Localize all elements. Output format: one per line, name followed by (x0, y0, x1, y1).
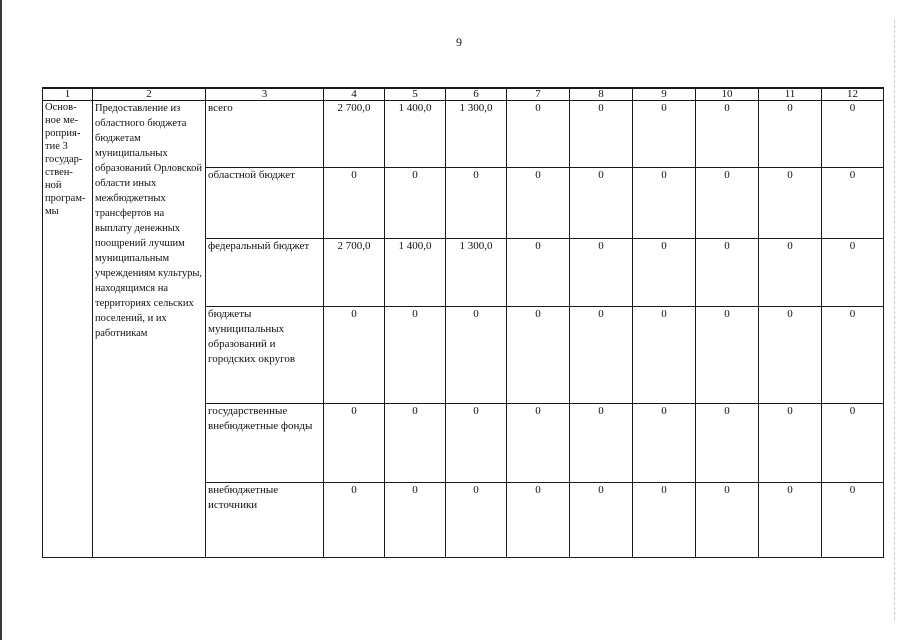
funding-source-cell: внебюджетные источники (206, 483, 324, 558)
value-cell: 0 (822, 307, 884, 404)
header-col-12: 12 (822, 88, 884, 101)
value-cell: 0 (696, 239, 759, 307)
page-number: 9 (456, 35, 462, 49)
value-cell: 0 (696, 168, 759, 239)
value-cell: 0 (696, 483, 759, 558)
value-cell: 1 300,0 (446, 239, 507, 307)
header-col-3: 3 (206, 88, 324, 101)
header-col-5: 5 (385, 88, 446, 101)
value-cell: 0 (446, 483, 507, 558)
value-cell: 0 (385, 404, 446, 483)
value-cell: 2 700,0 (324, 101, 385, 168)
funding-source-cell: бюджеты муниципальных образований и городских округов (206, 307, 324, 404)
value-cell: 0 (570, 239, 633, 307)
value-cell: 0 (446, 404, 507, 483)
value-cell: 0 (759, 239, 822, 307)
description-cell (93, 101, 206, 558)
value-cell: 0 (324, 404, 385, 483)
page-left-edge (0, 0, 2, 640)
funding-source-cell: всего (206, 101, 324, 168)
header-col-4: 4 (324, 88, 385, 101)
value-cell: 0 (759, 101, 822, 168)
value-cell: 0 (696, 307, 759, 404)
funding-source-cell: областной бюджет (206, 168, 324, 239)
value-cell: 0 (822, 404, 884, 483)
value-cell: 0 (759, 483, 822, 558)
value-cell: 2 700,0 (324, 239, 385, 307)
value-cell: 0 (507, 307, 570, 404)
header-col-2: 2 (93, 88, 206, 101)
value-cell: 0 (633, 483, 696, 558)
value-cell: 0 (633, 239, 696, 307)
value-cell: 0 (507, 239, 570, 307)
header-col-8: 8 (570, 88, 633, 101)
value-cell: 0 (570, 307, 633, 404)
value-cell: 0 (822, 239, 884, 307)
value-cell: 0 (822, 483, 884, 558)
measure-label: Основ- ное ме- роприя- тие 3 государ- ствен- ной програм- мы (45, 102, 86, 217)
funding-source-cell: федеральный бюджет (206, 239, 324, 307)
value-cell: 0 (507, 483, 570, 558)
table-header-row (43, 88, 884, 101)
value-cell: 0 (324, 307, 385, 404)
value-cell: 0 (633, 404, 696, 483)
value-cell: 0 (570, 483, 633, 558)
value-cell: 0 (570, 404, 633, 483)
value-cell: 0 (385, 307, 446, 404)
value-cell: 0 (759, 307, 822, 404)
value-cell: 0 (822, 168, 884, 239)
value-cell: 0 (570, 168, 633, 239)
value-cell: 0 (633, 168, 696, 239)
value-cell: 0 (822, 101, 884, 168)
value-cell: 0 (633, 101, 696, 168)
value-cell: 1 300,0 (446, 101, 507, 168)
table-row-total (43, 101, 884, 168)
header-col-10: 10 (696, 88, 759, 101)
value-cell: 0 (385, 483, 446, 558)
header-col-6: 6 (446, 88, 507, 101)
header-col-7: 7 (507, 88, 570, 101)
value-cell: 0 (324, 168, 385, 239)
value-cell: 1 400,0 (385, 101, 446, 168)
value-cell: 0 (570, 101, 633, 168)
value-cell: 0 (446, 307, 507, 404)
value-cell: 0 (507, 168, 570, 239)
page-right-edge (894, 20, 895, 620)
value-cell: 0 (507, 404, 570, 483)
value-cell: 0 (446, 168, 507, 239)
measure-cell (43, 101, 93, 558)
value-cell: 0 (507, 101, 570, 168)
funding-source-cell: государственные внебюджетные фонды (206, 404, 324, 483)
description-text: Предоставление из областного бюджета бюджетам муниципальных образований Орловской области иных межбюджетных трансфертов на выплату денежных поощрений лучшим муниципальным учреждениям культуры, находящимся на территориях сельских поселений, и их работникам (95, 103, 203, 339)
value-cell: 0 (759, 404, 822, 483)
value-cell: 0 (759, 168, 822, 239)
value-cell: 0 (324, 483, 385, 558)
value-cell: 1 400,0 (385, 239, 446, 307)
header-col-9: 9 (633, 88, 696, 101)
value-cell: 0 (385, 168, 446, 239)
value-cell: 0 (696, 404, 759, 483)
header-col-11: 11 (759, 88, 822, 101)
budget-table (42, 87, 884, 558)
value-cell: 0 (633, 307, 696, 404)
header-col-1: 1 (43, 88, 93, 101)
value-cell: 0 (696, 101, 759, 168)
